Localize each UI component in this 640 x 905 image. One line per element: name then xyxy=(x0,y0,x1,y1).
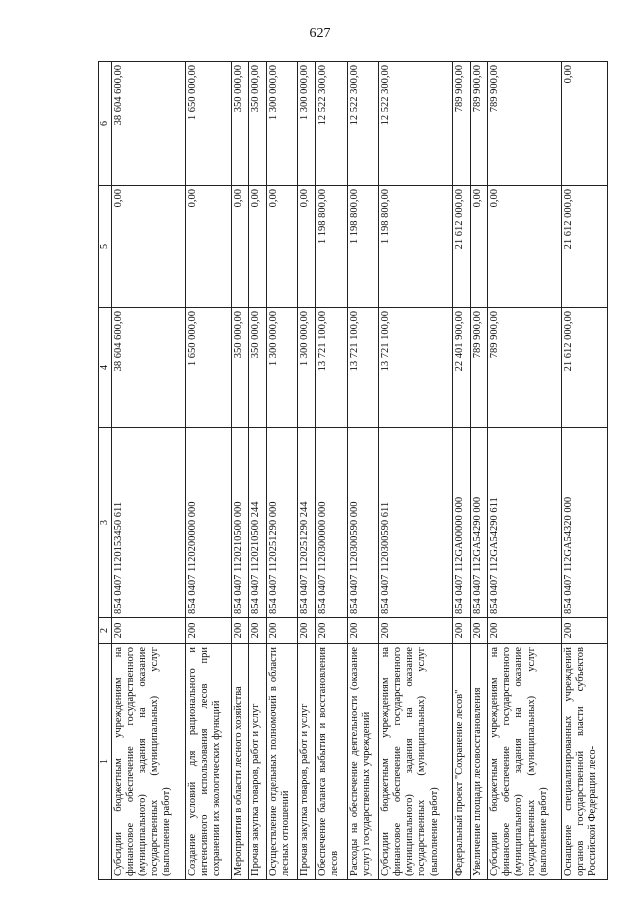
row-name-cell: Оснащение специализированных учреждений органов государственной власти субъектов Российской Федерации лесо- xyxy=(562,644,608,880)
row-code-cell: 200 xyxy=(298,618,316,644)
row-amount-col6-cell: 350 000,00 xyxy=(249,62,267,186)
page-number: 627 xyxy=(309,26,331,41)
row-amount-col4-cell: 789 900,00 xyxy=(488,308,562,428)
column-header: 3 xyxy=(99,428,112,618)
row-name-cell: Прочая закупка товаров, работ и услуг xyxy=(298,644,316,880)
column-header: 5 xyxy=(99,186,112,308)
row-amount-col6-cell: 350 000,00 xyxy=(231,62,249,186)
row-amount-col4-cell: 789 900,00 xyxy=(470,308,488,428)
row-amount-col4-cell: 1 300 000,00 xyxy=(298,308,316,428)
row-code-cell: 200 xyxy=(347,618,379,644)
table-row xyxy=(266,62,298,880)
column-header: 1 xyxy=(99,644,112,880)
row-amount-col5-cell: 0,00 xyxy=(470,186,488,308)
table-row xyxy=(453,62,471,880)
row-amount-col4-cell: 13 721 100,00 xyxy=(315,308,347,428)
table-row xyxy=(112,62,186,880)
rotated-table-container xyxy=(98,62,608,880)
row-classification-cell: 854 0407 1120200000 000 xyxy=(185,428,231,618)
row-amount-col4-cell: 13 721 100,00 xyxy=(379,308,453,428)
row-classification-cell: 854 0407 112GA54290 000 xyxy=(470,428,488,618)
row-amount-col4-cell: 1 300 000,00 xyxy=(266,308,298,428)
row-classification-cell: 854 0407 1120300000 000 xyxy=(315,428,347,618)
row-classification-cell: 854 0407 1120251290 244 xyxy=(298,428,316,618)
row-amount-col5-cell: 0,00 xyxy=(488,186,562,308)
row-code-cell: 200 xyxy=(112,618,186,644)
row-amount-col6-cell: 0,00 xyxy=(562,62,608,186)
row-code-cell: 200 xyxy=(231,618,249,644)
row-classification-cell: 854 0407 1120153450 611 xyxy=(112,428,186,618)
row-code-cell: 200 xyxy=(249,618,267,644)
row-amount-col5-cell: 1 198 800,00 xyxy=(379,186,453,308)
table-row xyxy=(298,62,316,880)
row-name-cell: Федеральный проект "Сохранение лесов" xyxy=(453,644,471,880)
row-classification-cell: 854 0407 1120251290 000 xyxy=(266,428,298,618)
row-name-cell: Субсидии бюджетным учреждениям на финансовое обеспечение государственного (муниципального) задания на оказание государственных (муниципальных) услуг (выполнение работ) xyxy=(379,644,453,880)
row-amount-col5-cell: 1 198 800,00 xyxy=(347,186,379,308)
row-amount-col6-cell: 1 300 000,00 xyxy=(298,62,316,186)
row-name-cell: Обеспечение баланса выбытия и восстановления лесов xyxy=(315,644,347,880)
row-classification-cell: 854 0407 1120210500 000 xyxy=(231,428,249,618)
table-row xyxy=(347,62,379,880)
row-amount-col4-cell: 350 000,00 xyxy=(231,308,249,428)
row-amount-col6-cell: 1 300 000,00 xyxy=(266,62,298,186)
row-amount-col5-cell: 0,00 xyxy=(298,186,316,308)
row-classification-cell: 854 0407 112GA54320 000 xyxy=(562,428,608,618)
table-body xyxy=(112,62,608,880)
table-row xyxy=(488,62,562,880)
row-code-cell: 200 xyxy=(185,618,231,644)
row-code-cell: 200 xyxy=(453,618,471,644)
row-amount-col6-cell: 789 900,00 xyxy=(470,62,488,186)
row-name-cell: Субсидии бюджетным учреждениям на финансовое обеспечение государственного (муниципального) задания на оказание государственных (муниципальных) услуг (выполнение работ) xyxy=(488,644,562,880)
budget-table xyxy=(98,61,608,880)
row-name-cell: Увеличение площади лесовосстановления xyxy=(470,644,488,880)
row-amount-col5-cell: 0,00 xyxy=(112,186,186,308)
row-name-cell: Осуществление отдельных полномочий в области лесных отношений xyxy=(266,644,298,880)
row-name-cell: Субсидии бюджетным учреждениям на финансовое обеспечение государственного (муниципального) задания на оказание государственных (муниципальных) услуг (выполнение работ) xyxy=(112,644,186,880)
row-amount-col6-cell: 12 522 300,00 xyxy=(347,62,379,186)
row-classification-cell: 854 0407 112GA54290 611 xyxy=(488,428,562,618)
row-amount-col6-cell: 12 522 300,00 xyxy=(379,62,453,186)
table-row xyxy=(315,62,347,880)
row-amount-col4-cell: 13 721 100,00 xyxy=(347,308,379,428)
row-amount-col5-cell: 0,00 xyxy=(249,186,267,308)
column-header: 6 xyxy=(99,62,112,186)
row-amount-col5-cell: 0,00 xyxy=(185,186,231,308)
row-classification-cell: 854 0407 1120300590 611 xyxy=(379,428,453,618)
table-row xyxy=(249,62,267,880)
table-row xyxy=(470,62,488,880)
table-row xyxy=(231,62,249,880)
row-amount-col4-cell: 38 604 600,00 xyxy=(112,308,186,428)
row-amount-col5-cell: 0,00 xyxy=(266,186,298,308)
row-amount-col5-cell: 0,00 xyxy=(231,186,249,308)
row-amount-col6-cell: 789 900,00 xyxy=(488,62,562,186)
row-amount-col6-cell: 38 604 600,00 xyxy=(112,62,186,186)
row-amount-col6-cell: 1 650 000,00 xyxy=(185,62,231,186)
row-amount-col5-cell: 21 612 000,00 xyxy=(453,186,471,308)
column-header: 2 xyxy=(99,618,112,644)
row-classification-cell: 854 0407 1120210500 244 xyxy=(249,428,267,618)
row-amount-col5-cell: 21 612 000,00 xyxy=(562,186,608,308)
table-header-row xyxy=(99,62,112,880)
row-code-cell: 200 xyxy=(315,618,347,644)
row-amount-col4-cell: 22 401 900,00 xyxy=(453,308,471,428)
row-code-cell: 200 xyxy=(562,618,608,644)
table-row xyxy=(379,62,453,880)
row-amount-col5-cell: 1 198 800,00 xyxy=(315,186,347,308)
row-code-cell: 200 xyxy=(470,618,488,644)
table-row xyxy=(185,62,231,880)
row-name-cell: Расходы на обеспечение деятельности (оказание услуг) государственных учреждений xyxy=(347,644,379,880)
row-code-cell: 200 xyxy=(266,618,298,644)
row-name-cell: Создание условий для рационального и интенсивного использования лесов при сохранении их экологических функций xyxy=(185,644,231,880)
row-amount-col4-cell: 350 000,00 xyxy=(249,308,267,428)
table-row xyxy=(562,62,608,880)
row-amount-col4-cell: 21 612 000,00 xyxy=(562,308,608,428)
budget-table-frame xyxy=(98,62,608,880)
row-classification-cell: 854 0407 1120300590 000 xyxy=(347,428,379,618)
row-amount-col6-cell: 789 900,00 xyxy=(453,62,471,186)
row-amount-col4-cell: 1 650 000,00 xyxy=(185,308,231,428)
row-name-cell: Прочая закупка товаров, работ и услуг xyxy=(249,644,267,880)
row-code-cell: 200 xyxy=(488,618,562,644)
row-code-cell: 200 xyxy=(379,618,453,644)
column-header: 4 xyxy=(99,308,112,428)
row-amount-col6-cell: 12 522 300,00 xyxy=(315,62,347,186)
row-classification-cell: 854 0407 112GA00000 000 xyxy=(453,428,471,618)
row-name-cell: Мероприятия в области лесного хозяйства xyxy=(231,644,249,880)
